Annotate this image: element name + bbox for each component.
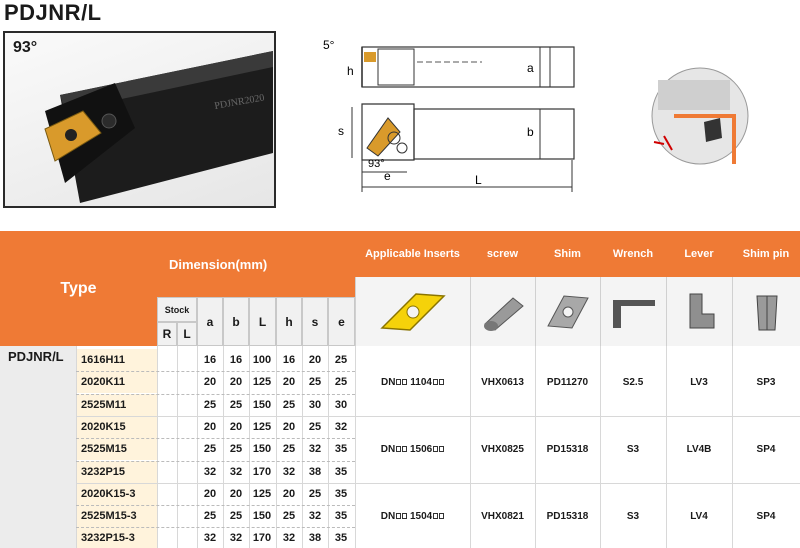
wrench-value: S3 xyxy=(626,443,640,455)
table-row xyxy=(76,527,356,548)
grid-line xyxy=(76,394,355,395)
stock-l-cell xyxy=(178,394,198,416)
dim-a-cell: 25 xyxy=(203,443,217,456)
dim-s-cell: 30 xyxy=(308,398,322,411)
L-label: L xyxy=(475,173,482,187)
grid-line xyxy=(157,346,158,548)
stock-r-cell xyxy=(158,349,178,371)
header-inserts: Applicable Inserts xyxy=(355,231,470,277)
dim-h-cell: 25 xyxy=(282,510,296,523)
lever-value: LV4 xyxy=(690,510,708,522)
insert-icon xyxy=(378,290,448,334)
subheader-l: L xyxy=(177,322,197,346)
dim-a-cell: 20 xyxy=(203,420,217,433)
dim-e-cell: 35 xyxy=(334,532,348,545)
dim-e-cell: 35 xyxy=(334,487,348,500)
product-photo xyxy=(3,31,276,208)
placeholder-box-icon xyxy=(432,511,444,522)
dim-s-cell: 25 xyxy=(308,420,322,433)
screw-icon xyxy=(479,292,527,332)
stock-r-cell xyxy=(158,416,178,438)
insert-prefix: DN xyxy=(380,443,396,455)
subheader-a: a xyxy=(197,297,223,346)
dim-b-cell: 20 xyxy=(229,420,243,433)
placeholder-box-icon xyxy=(395,444,410,455)
dim-h-cell: 20 xyxy=(282,420,296,433)
dim-h-cell: 25 xyxy=(282,443,296,456)
placeholder-box-icon xyxy=(395,511,410,522)
model-code: 2020K15-3 xyxy=(76,483,158,505)
subheader-stock: Stock xyxy=(157,297,197,322)
dim-h-cell: 32 xyxy=(282,465,296,478)
subheader-r: R xyxy=(157,322,177,346)
dim-e-cell: 35 xyxy=(334,443,348,456)
dim-l-cell: 125 xyxy=(252,376,272,389)
grid-line xyxy=(470,346,471,548)
grid-line xyxy=(76,527,355,528)
header-lever: Lever xyxy=(666,231,732,277)
photo-angle-label: 93° xyxy=(13,39,38,56)
grid-line xyxy=(76,438,355,439)
stock-r-cell xyxy=(158,483,178,505)
dim-l-cell: 150 xyxy=(252,398,272,411)
dim-e-cell: 25 xyxy=(334,354,348,366)
grid-line xyxy=(197,346,198,548)
insert-size: 1504 xyxy=(409,510,433,522)
model-code: 2020K15 xyxy=(76,416,158,438)
shank-marking: PDJNR2020 xyxy=(213,92,266,112)
shim-value: PD11270 xyxy=(546,376,589,388)
dim-a-cell: 32 xyxy=(203,532,217,545)
grid-line xyxy=(177,346,178,548)
stock-l-cell xyxy=(178,483,198,505)
stock-l-cell xyxy=(178,349,198,371)
lever-value: LV4B xyxy=(686,443,712,455)
shim-image-cell xyxy=(535,277,600,346)
machining-detail-icon xyxy=(644,66,774,166)
dim-h-cell: 16 xyxy=(282,354,296,366)
dim-s-cell: 38 xyxy=(308,532,322,545)
stock-l-cell xyxy=(178,461,198,483)
type-column xyxy=(0,346,76,548)
insert-prefix: DN xyxy=(380,510,396,522)
table-row xyxy=(76,505,356,527)
subheader-b: b xyxy=(223,297,249,346)
stock-l-cell xyxy=(178,527,198,548)
dim-b-cell: 32 xyxy=(229,532,243,545)
dim-e-cell: 35 xyxy=(334,465,348,478)
wrench-image-cell xyxy=(600,277,666,346)
lever-value: LV3 xyxy=(690,376,708,388)
dim-b-cell: 25 xyxy=(229,443,243,456)
placeholder-box-icon xyxy=(432,444,444,455)
subheader-length: L xyxy=(249,297,276,346)
dim-l-cell: 150 xyxy=(252,510,272,523)
dim-l-cell: 100 xyxy=(252,354,272,366)
grid-line xyxy=(535,346,536,548)
shim-value: PD15318 xyxy=(546,443,589,455)
shim-pin-image-cell xyxy=(732,277,800,346)
s-label: s xyxy=(338,124,344,138)
shim-pin-value: SP3 xyxy=(756,376,776,388)
dim-s-cell: 32 xyxy=(308,510,322,523)
grid-line xyxy=(76,505,355,506)
grid-line xyxy=(76,483,800,484)
header-screw: screw xyxy=(470,231,535,277)
grid-line xyxy=(328,346,329,548)
grid-line xyxy=(732,346,733,548)
lever-image-cell xyxy=(666,277,732,346)
model-code: 3232P15-3 xyxy=(76,527,158,548)
dim-a-cell: 20 xyxy=(203,376,217,389)
table-row xyxy=(76,461,356,483)
dim-l-cell: 170 xyxy=(252,465,272,478)
stock-l-cell xyxy=(178,505,198,527)
shim-pin-value: SP4 xyxy=(756,510,776,522)
insert-size: 1506 xyxy=(409,443,433,455)
dimension-drawing xyxy=(322,32,582,197)
insert-image-cell xyxy=(355,277,470,346)
dim-b-cell: 20 xyxy=(229,376,243,389)
stock-r-cell xyxy=(158,394,178,416)
table-row xyxy=(76,438,356,460)
header-shim-pin: Shim pin xyxy=(732,231,800,277)
table-row xyxy=(76,349,356,371)
grid-line xyxy=(223,346,224,548)
dim-b-cell: 25 xyxy=(229,398,243,411)
insert-prefix: DN xyxy=(381,376,396,388)
grid-line xyxy=(76,346,77,548)
grid-line xyxy=(302,346,303,548)
subheader-s: s xyxy=(302,297,328,346)
type-name: PDJNR/L xyxy=(8,349,64,364)
model-code: 2020K11 xyxy=(76,371,158,393)
insert-designation xyxy=(355,349,470,416)
spec-table xyxy=(0,231,800,548)
dim-b-cell: 20 xyxy=(229,487,243,500)
dim-l-cell: 125 xyxy=(252,420,272,433)
wrench-icon xyxy=(607,292,661,332)
model-code: 2525M11 xyxy=(76,394,158,416)
screw-value: VHX0821 xyxy=(481,510,524,522)
dim-l-cell: 170 xyxy=(252,532,272,545)
placeholder-box-icon xyxy=(395,377,410,388)
dim-b-cell: 25 xyxy=(229,510,243,523)
screw-image-cell xyxy=(470,277,535,346)
model-code: 1616H11 xyxy=(76,349,158,371)
dim-s-cell: 38 xyxy=(308,465,322,478)
lever-icon xyxy=(680,290,720,334)
stock-r-cell xyxy=(158,505,178,527)
shim-pin-icon xyxy=(747,290,787,334)
b-label: b xyxy=(527,125,534,139)
model-code: 2525M15-3 xyxy=(76,505,158,527)
shim-value: PD15318 xyxy=(546,510,589,522)
wrench-value: S2.5 xyxy=(622,376,644,388)
dim-a-cell: 32 xyxy=(203,465,217,478)
dim-e-cell: 35 xyxy=(334,510,348,523)
angle-top-label: 5° xyxy=(323,38,335,52)
table-row xyxy=(76,394,356,416)
stock-l-cell xyxy=(178,416,198,438)
stock-r-cell xyxy=(158,461,178,483)
dim-a-cell: 16 xyxy=(203,354,217,366)
stock-r-cell xyxy=(158,527,178,548)
wrench-value: S3 xyxy=(626,510,640,522)
h-label: h xyxy=(347,64,354,78)
dim-e-cell: 25 xyxy=(334,376,348,389)
tool-holder-photo xyxy=(5,33,276,208)
dim-h-cell: 20 xyxy=(282,487,296,500)
subheader-h: h xyxy=(276,297,302,346)
stock-l-cell xyxy=(178,371,198,393)
grid-line xyxy=(600,346,601,548)
page-title: PDJNR/L xyxy=(4,0,102,25)
dim-a-cell: 20 xyxy=(203,487,217,500)
dim-s-cell: 25 xyxy=(308,487,322,500)
dim-s-cell: 25 xyxy=(308,376,322,389)
grid-line xyxy=(76,416,800,417)
grid-line xyxy=(666,346,667,548)
insert-size: 1104 xyxy=(410,376,432,388)
dim-e-cell: 32 xyxy=(334,420,348,433)
grid-line xyxy=(76,461,355,462)
dim-l-cell: 150 xyxy=(252,443,272,456)
header-wrench: Wrench xyxy=(600,231,666,277)
dim-b-cell: 16 xyxy=(229,354,243,366)
header-type: Type xyxy=(0,231,157,346)
dim-h-cell: 25 xyxy=(282,398,296,411)
dim-b-cell: 32 xyxy=(229,465,243,478)
insert-designation xyxy=(355,416,470,483)
grid-line xyxy=(76,371,355,372)
header-shim: Shim xyxy=(535,231,600,277)
dim-a-cell: 25 xyxy=(203,510,217,523)
subheader-e: e xyxy=(328,297,355,346)
stock-r-cell xyxy=(158,371,178,393)
shim-pin-value: SP4 xyxy=(756,443,776,455)
shim-icon xyxy=(544,292,592,332)
e-label: e xyxy=(384,169,391,183)
dim-a-cell: 25 xyxy=(203,398,217,411)
model-code: 2525M15 xyxy=(76,438,158,460)
angle-bottom-label: 93° xyxy=(368,158,385,170)
stock-l-cell xyxy=(178,438,198,460)
dim-h-cell: 20 xyxy=(282,376,296,389)
insert-designation xyxy=(355,483,470,548)
table-row xyxy=(76,483,356,505)
screw-value: VHX0825 xyxy=(481,443,524,455)
dim-s-cell: 32 xyxy=(308,443,322,456)
table-row xyxy=(76,416,356,438)
grid-line xyxy=(249,346,250,548)
model-code: 3232P15 xyxy=(76,461,158,483)
dim-s-cell: 20 xyxy=(308,354,322,366)
dim-e-cell: 30 xyxy=(334,398,348,411)
stock-r-cell xyxy=(158,438,178,460)
grid-line xyxy=(276,346,277,548)
screw-value: VHX0613 xyxy=(481,376,524,388)
header-dimension: Dimension(mm) xyxy=(157,231,355,297)
placeholder-box-icon xyxy=(432,377,444,388)
dim-h-cell: 32 xyxy=(282,532,296,545)
grid-line xyxy=(355,346,356,548)
a-label: a xyxy=(527,61,534,75)
table-row xyxy=(76,371,356,393)
dim-l-cell: 125 xyxy=(252,487,272,500)
